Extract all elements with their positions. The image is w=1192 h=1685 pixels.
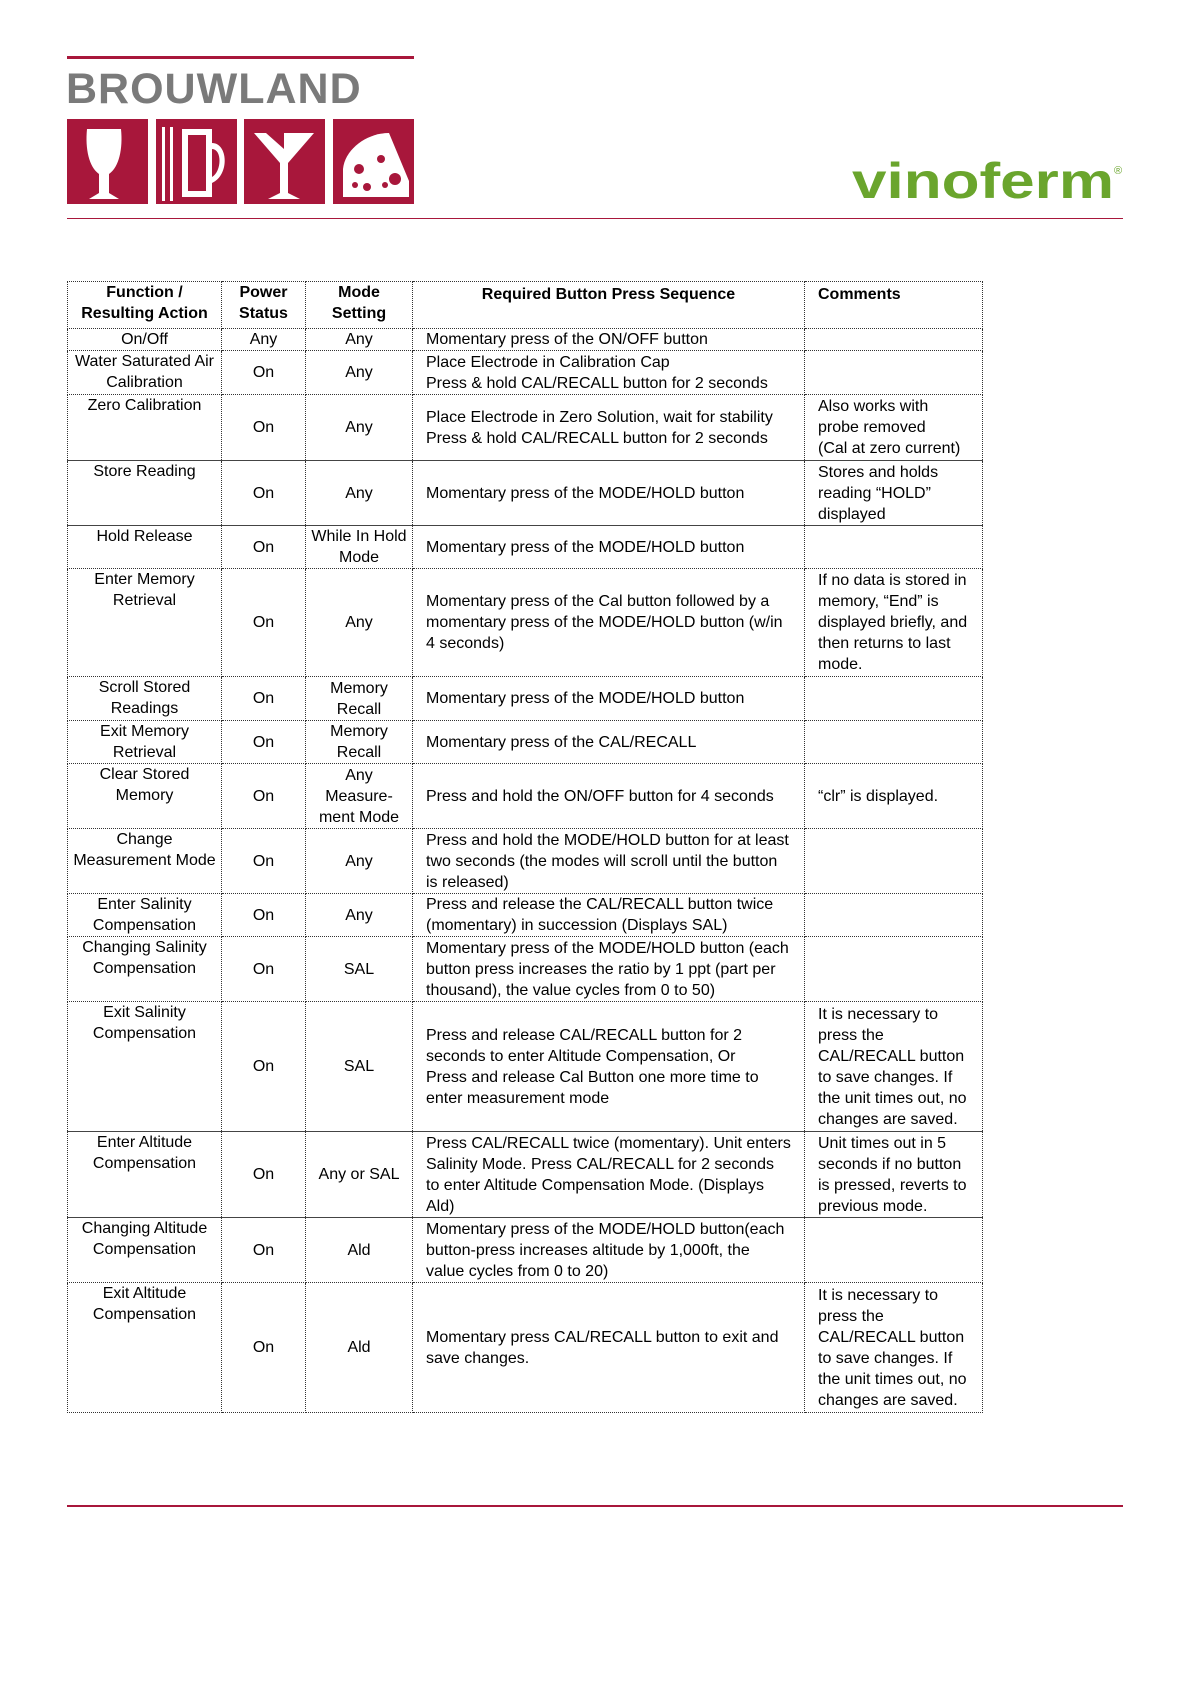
vinoferm-logo xyxy=(852,156,1124,204)
cell-power-status: On xyxy=(222,1283,306,1413)
cell-comments xyxy=(805,329,983,351)
table-row xyxy=(68,569,983,677)
cell-function: Exit Altitude Compensation xyxy=(68,1283,222,1413)
sequence-line: Press & hold CAL/RECALL button for 2 seconds xyxy=(426,429,768,447)
cell-comments xyxy=(805,351,983,395)
cell-power-status: On xyxy=(222,829,306,894)
cell-comments xyxy=(805,1218,983,1283)
table-row xyxy=(68,461,983,526)
table-row xyxy=(68,526,983,569)
sequence-line: Press and release CAL/RECALL button for 2 seconds to enter Altitude Compensation, Or xyxy=(426,1026,743,1065)
cell-button-sequence xyxy=(413,937,805,1002)
table-row xyxy=(68,1218,983,1283)
table-row xyxy=(68,894,983,937)
cell-comments xyxy=(805,677,983,721)
sequence-line: Press and release Cal Button one more time to enter measurement mode xyxy=(426,1068,759,1107)
cell-button-sequence xyxy=(413,461,805,526)
sequence-line: Place Electrode in Calibration Cap xyxy=(426,353,670,371)
cell-power-status: On xyxy=(222,1002,306,1132)
column-header-power: Power Status xyxy=(222,282,306,329)
cell-function: On/Off xyxy=(68,329,222,351)
function-table xyxy=(67,281,983,1413)
registered-mark: ® xyxy=(1114,165,1123,177)
comment-line: It is necessary to press the CAL/RECALL button to save changes. If the unit times out, no changes are saved. xyxy=(818,1286,967,1409)
beer-mug-icon xyxy=(156,119,237,204)
comment-line: It is necessary to press the CAL/RECALL button to save changes. If the unit times out, no changes are saved. xyxy=(818,1005,967,1128)
cell-comments xyxy=(805,1132,983,1218)
table-row xyxy=(68,1283,983,1413)
cell-comments xyxy=(805,937,983,1002)
cell-mode-setting: Any xyxy=(306,351,413,395)
cell-power-status: On xyxy=(222,721,306,764)
table-row xyxy=(68,351,983,395)
cell-mode-setting: Any Measure-ment Mode xyxy=(306,764,413,829)
cell-power-status: On xyxy=(222,937,306,1002)
cell-button-sequence xyxy=(413,677,805,721)
wine-glass-icon xyxy=(67,119,148,204)
cell-function: Hold Release xyxy=(68,526,222,569)
cell-mode-setting: Any xyxy=(306,829,413,894)
cell-mode-setting: Any xyxy=(306,894,413,937)
comment-line: “clr” is displayed. xyxy=(818,787,939,805)
sequence-line: Momentary press of the MODE/HOLD button xyxy=(426,484,745,502)
cell-mode-setting: Any xyxy=(306,461,413,526)
cell-comments xyxy=(805,1283,983,1413)
brouwland-top-line xyxy=(67,56,414,59)
cocktail-glass-icon xyxy=(244,119,325,204)
column-header-mode: Mode Setting xyxy=(306,282,413,329)
header-divider xyxy=(67,218,1123,219)
sequence-line: Momentary press of the MODE/HOLD button xyxy=(426,690,745,707)
comment-line: If no data is stored in memory, “End” is displayed briefly, and then returns to last mode. xyxy=(818,572,968,673)
cell-button-sequence xyxy=(413,829,805,894)
cell-mode-setting: Any xyxy=(306,395,413,461)
cell-mode-setting: Any xyxy=(306,569,413,677)
table-header-row xyxy=(68,282,983,329)
table-row xyxy=(68,937,983,1002)
cell-button-sequence xyxy=(413,1283,805,1413)
comment-line: Also works with probe removed xyxy=(818,398,929,436)
cell-function: Zero Calibration xyxy=(68,395,222,461)
column-header-sequence: Required Button Press Sequence xyxy=(413,282,805,329)
table-row xyxy=(68,1132,983,1218)
cell-comments xyxy=(805,526,983,569)
cell-mode-setting: Memory Recall xyxy=(306,721,413,764)
cell-function: Scroll Stored Readings xyxy=(68,677,222,721)
cell-comments xyxy=(805,461,983,526)
cell-mode-setting: Memory Recall xyxy=(306,677,413,721)
cell-function: Enter Memory Retrieval xyxy=(68,569,222,677)
table-row xyxy=(68,721,983,764)
comment-line: Stores and holds reading “HOLD” displayed xyxy=(818,463,939,523)
cell-power-status: On xyxy=(222,1218,306,1283)
sequence-line: Press CAL/RECALL twice (momentary). Unit enters Salinity Mode. Press CAL/RECALL for 2 seconds to enter Altitude Compensation Mode. (Displays Ald) xyxy=(426,1134,791,1215)
sequence-line: Press & hold CAL/RECALL button for 2 seconds xyxy=(426,374,768,392)
cell-button-sequence xyxy=(413,1132,805,1218)
cell-mode-setting: Ald xyxy=(306,1218,413,1283)
cell-button-sequence xyxy=(413,351,805,395)
cell-button-sequence xyxy=(413,329,805,351)
sequence-line: Momentary press of the MODE/HOLD button(each button-press increases altitude by 1,000ft, the value cycles from 0 to 20) xyxy=(426,1220,785,1280)
cell-mode-setting: Any xyxy=(306,329,413,351)
table-row xyxy=(68,677,983,721)
vinoferm-logo-text: vinoferm xyxy=(852,156,1114,204)
table-row xyxy=(68,764,983,829)
cell-power-status: On xyxy=(222,677,306,721)
sequence-line: Momentary press of the ON/OFF button xyxy=(426,331,708,348)
cell-function: Change Measurement Mode xyxy=(68,829,222,894)
cell-mode-setting: SAL xyxy=(306,1002,413,1132)
brouwland-logo-tiles xyxy=(67,119,414,204)
cell-power-status: On xyxy=(222,461,306,526)
cell-comments xyxy=(805,721,983,764)
cell-power-status: On xyxy=(222,1132,306,1218)
sequence-line: Momentary press of the MODE/HOLD button xyxy=(426,538,745,556)
cell-function: Changing Salinity Compensation xyxy=(68,937,222,1002)
cell-button-sequence xyxy=(413,1002,805,1132)
comment-line: (Cal at zero current) xyxy=(818,440,961,457)
cell-function: Changing Altitude Compensation xyxy=(68,1218,222,1283)
cell-button-sequence xyxy=(413,526,805,569)
footer-divider xyxy=(67,1505,1123,1507)
cell-power-status: On xyxy=(222,764,306,829)
sequence-line: Momentary press of the Cal button followed by a momentary press of the MODE/HOLD button (w/in 4 seconds) xyxy=(426,593,783,652)
column-header-comments: Comments xyxy=(805,282,983,329)
table-row xyxy=(68,1002,983,1132)
cell-button-sequence xyxy=(413,395,805,461)
sequence-line: Momentary press of the CAL/RECALL xyxy=(426,733,697,751)
sequence-line: Press and hold the ON/OFF button for 4 seconds xyxy=(426,787,774,805)
comment-line: Unit times out in 5 seconds if no button is pressed, reverts to previous mode. xyxy=(818,1134,967,1215)
cell-power-status: On xyxy=(222,569,306,677)
cell-function: Enter Salinity Compensation xyxy=(68,894,222,937)
sequence-line: Press and hold the MODE/HOLD button for at least two seconds (the modes will scroll until the button is released) xyxy=(426,831,789,891)
cell-power-status: Any xyxy=(222,329,306,351)
cell-function: Exit Memory Retrieval xyxy=(68,721,222,764)
column-header-function: Function / Resulting Action xyxy=(68,282,222,329)
cell-comments xyxy=(805,764,983,829)
cell-button-sequence xyxy=(413,894,805,937)
brouwland-logo-text: BROUWLAND xyxy=(66,65,362,113)
cell-power-status: On xyxy=(222,894,306,937)
cell-power-status: On xyxy=(222,526,306,569)
cheese-icon xyxy=(333,119,414,204)
sequence-line: Momentary press of the MODE/HOLD button (each button press increases the ratio by 1 ppt (part per thousand), the value cycles from 0 to 50) xyxy=(426,939,789,999)
sequence-line: Momentary press CAL/RECALL button to exit and save changes. xyxy=(426,1328,779,1367)
cell-power-status: On xyxy=(222,395,306,461)
table-row xyxy=(68,395,983,461)
cell-function: Enter Altitude Compensation xyxy=(68,1132,222,1218)
cell-comments xyxy=(805,1002,983,1132)
cell-comments xyxy=(805,395,983,461)
cell-mode-setting: While In Hold Mode xyxy=(306,526,413,569)
sequence-line: Place Electrode in Zero Solution, wait for stability xyxy=(426,408,773,426)
cell-comments xyxy=(805,569,983,677)
sequence-line: Press and release the CAL/RECALL button twice (momentary) in succession (Displays SAL) xyxy=(426,896,774,934)
table-row xyxy=(68,329,983,351)
cell-mode-setting: SAL xyxy=(306,937,413,1002)
cell-mode-setting: Any or SAL xyxy=(306,1132,413,1218)
cell-function: Clear Stored Memory xyxy=(68,764,222,829)
cell-function: Water Saturated Air Calibration xyxy=(68,351,222,395)
cell-function: Exit Salinity Compensation xyxy=(68,1002,222,1132)
cell-power-status: On xyxy=(222,351,306,395)
cell-button-sequence xyxy=(413,764,805,829)
cell-button-sequence xyxy=(413,721,805,764)
table-row xyxy=(68,829,983,894)
cell-comments xyxy=(805,894,983,937)
cell-button-sequence xyxy=(413,1218,805,1283)
cell-button-sequence xyxy=(413,569,805,677)
cell-mode-setting: Ald xyxy=(306,1283,413,1413)
cell-comments xyxy=(805,829,983,894)
cell-function: Store Reading xyxy=(68,461,222,526)
